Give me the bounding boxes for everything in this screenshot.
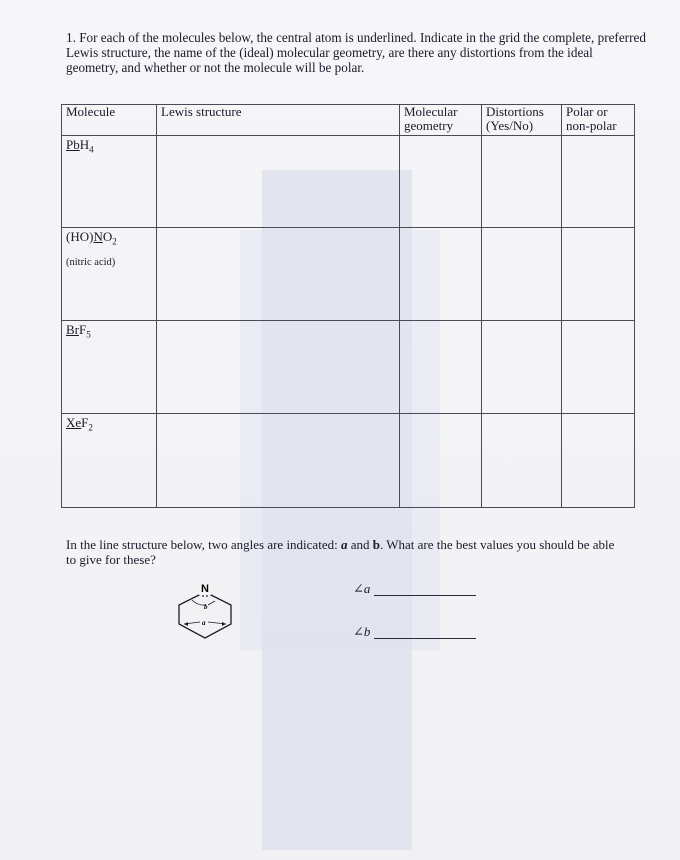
geometry-answer-cell[interactable] — [400, 414, 482, 508]
lone-pair-dot — [206, 595, 208, 597]
lewis-answer-cell[interactable] — [157, 136, 400, 228]
header-molecule: Molecule — [62, 105, 157, 136]
table-row — [62, 414, 635, 508]
molecule-grid — [61, 104, 635, 508]
lone-pair-dot — [202, 595, 204, 597]
question-number: 1. — [66, 30, 76, 45]
molecule-cell — [62, 136, 157, 228]
header-distortions: Distortions (Yes/No) — [482, 105, 562, 136]
molecule-note: (nitric acid) — [66, 257, 116, 268]
angle-b-answer-blank[interactable] — [374, 638, 476, 639]
distortions-answer-cell[interactable] — [482, 136, 562, 228]
molecule-formula: BrF$_5$ — [66, 322, 91, 340]
angle-a-label: a — [202, 619, 206, 627]
nitrogen-atom: N — [201, 583, 209, 595]
table-row — [62, 321, 635, 414]
grid-header-row — [62, 105, 635, 136]
arrowhead-right — [222, 622, 226, 626]
distortions-answer-cell[interactable] — [482, 321, 562, 414]
angle-b-label: b — [204, 603, 208, 611]
molecule-formula: PbH$_4$ — [66, 137, 94, 155]
pyridine-line-structure — [172, 580, 238, 642]
angle-b-answer-label: ∠b — [353, 624, 371, 639]
header-lewis-structure: Lewis structure — [157, 105, 400, 136]
geometry-answer-cell[interactable] — [400, 136, 482, 228]
molecule-formula: $(HO)NO_2$ — [66, 229, 117, 247]
geometry-answer-cell[interactable] — [400, 228, 482, 321]
polarity-answer-cell[interactable] — [562, 136, 635, 228]
header-molecular-geometry: Molecular geometry — [400, 105, 482, 136]
angle-b-arrow — [208, 601, 215, 605]
question-text: For each of the molecules below, the central atom is underlined. Indicate in the grid the complete, preferred Lewis structure, the name of the (ideal) molecular geometry, are there any distortions from the ideal geometry, and whether or not the molecule will be polar. — [66, 30, 646, 75]
arrowhead-left — [184, 622, 188, 626]
question-1-instructions — [66, 30, 646, 75]
angle-a-ref: a — [340, 537, 348, 552]
molecule-cell — [62, 414, 157, 508]
angle-question: In the line structure below, two angles are indicated: a and b. What are the best values you should be able to give for these? — [66, 537, 615, 567]
molecule-cell — [62, 321, 157, 414]
hexagon-ring — [179, 592, 231, 638]
polarity-answer-cell[interactable] — [562, 228, 635, 321]
molecule-formula: XeF$_2$ — [66, 415, 93, 433]
table-row — [62, 228, 635, 321]
lewis-answer-cell[interactable] — [157, 228, 400, 321]
polarity-answer-cell[interactable] — [562, 414, 635, 508]
polarity-answer-cell[interactable] — [562, 321, 635, 414]
lewis-answer-cell[interactable] — [157, 414, 400, 508]
lewis-answer-cell[interactable] — [157, 321, 400, 414]
table-row — [62, 136, 635, 228]
distortions-answer-cell[interactable] — [482, 414, 562, 508]
distortions-answer-cell[interactable] — [482, 228, 562, 321]
header-polarity: Polar or non-polar — [562, 105, 635, 136]
angle-a-answer-label: ∠a — [353, 581, 371, 596]
angle-a-answer-blank[interactable] — [374, 595, 476, 596]
angle-b-ref: b — [372, 537, 380, 552]
geometry-answer-cell[interactable] — [400, 321, 482, 414]
molecule-cell — [62, 228, 157, 321]
